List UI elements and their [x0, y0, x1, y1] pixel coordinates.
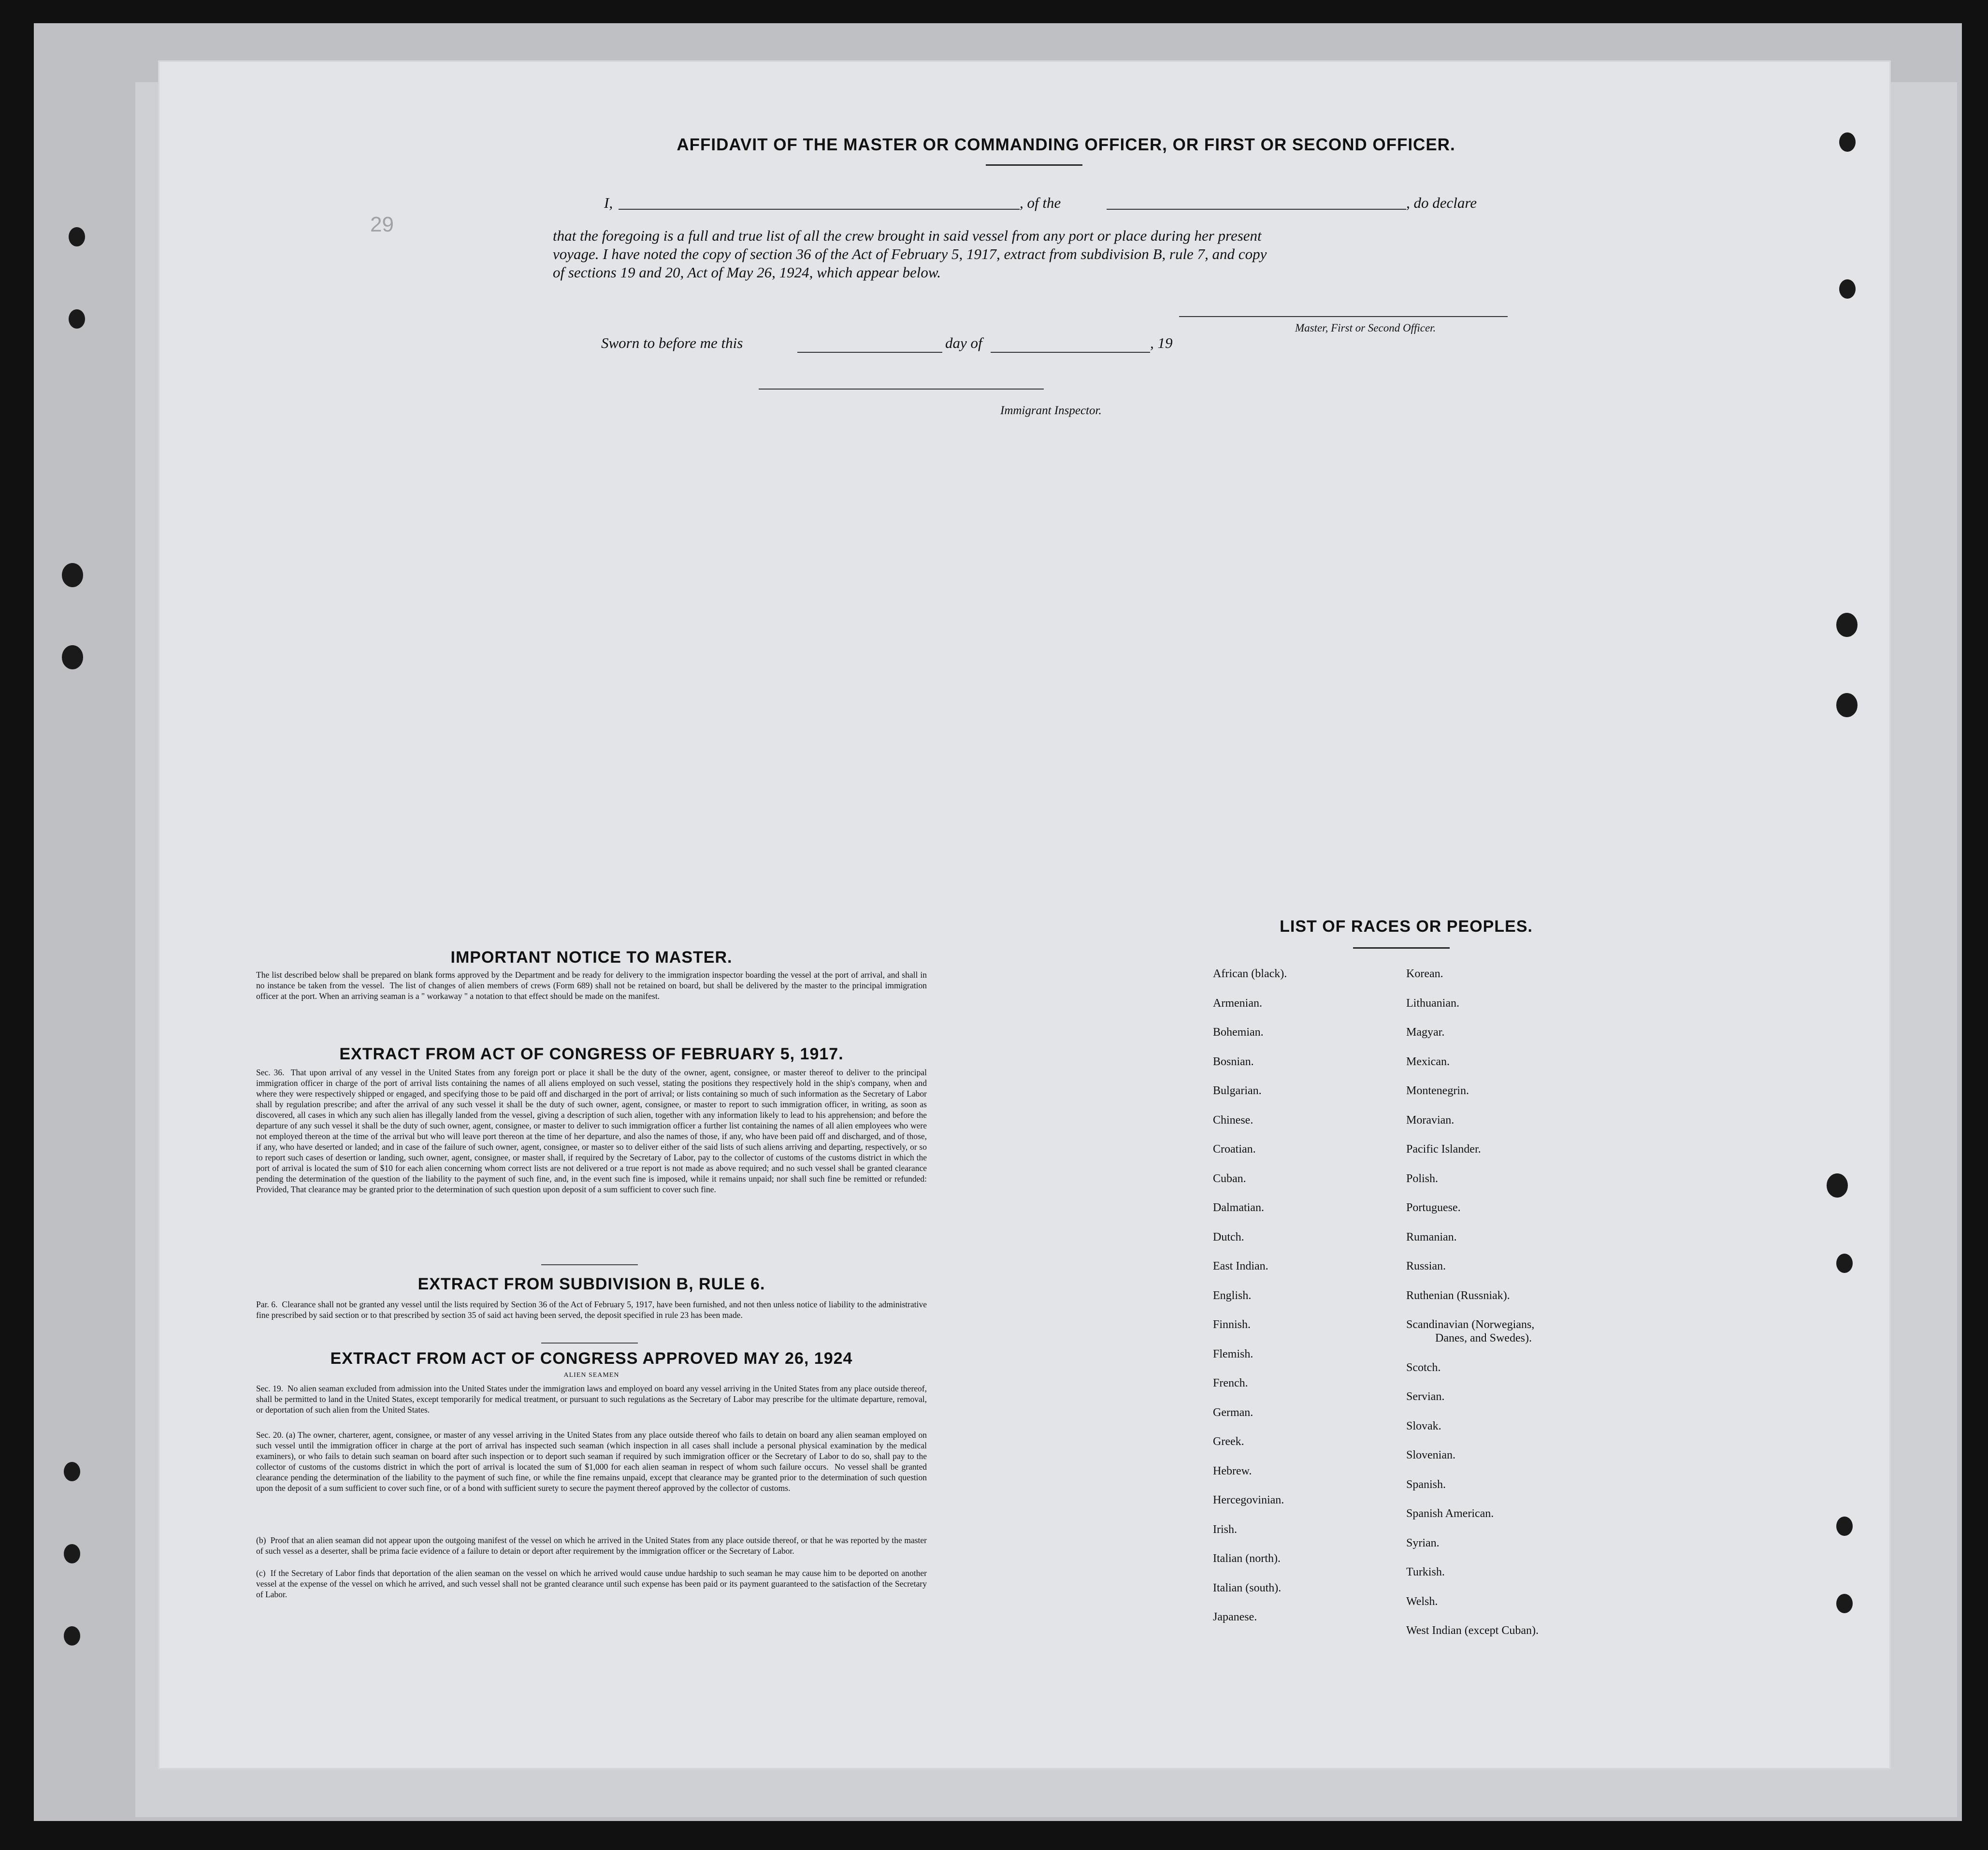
race-item: Lithuanian.	[1406, 997, 1459, 1010]
race-item: Montenegrin.	[1406, 1084, 1469, 1097]
affidavit-i: I,	[604, 194, 613, 211]
affidavit-title: AFFIDAVIT OF THE MASTER OR COMMANDING OFFICER, OR FIRST OR SECOND OFFICER.	[677, 135, 1455, 154]
race-item: Pacific Islander.	[1406, 1143, 1481, 1156]
race-item: Italian (south).	[1213, 1581, 1282, 1594]
sworn-label: Sworn to before me this	[601, 334, 743, 351]
extract-1924-title: EXTRACT FROM ACT OF CONGRESS APPROVED MAY 26, 1924	[330, 1349, 853, 1368]
race-item: Korean.	[1406, 968, 1443, 980]
race-item: Bohemian.	[1213, 1026, 1264, 1039]
section-divider	[541, 1264, 638, 1265]
race-item: Japanese.	[1213, 1611, 1257, 1623]
extract-rule6-title: EXTRACT FROM SUBDIVISION B, RULE 6.	[418, 1275, 765, 1293]
race-item: Spanish.	[1406, 1478, 1446, 1491]
punch-hole	[1839, 279, 1856, 299]
race-item: Flemish.	[1213, 1347, 1253, 1360]
race-item: Hebrew.	[1213, 1464, 1252, 1477]
affidavit-declare: , do declare	[1406, 194, 1477, 211]
race-item: Mexican.	[1406, 1055, 1450, 1068]
race-item: Welsh.	[1406, 1595, 1438, 1608]
affidavit-of-the: , of the	[1020, 194, 1061, 211]
punch-hole	[1836, 1517, 1853, 1536]
race-item: Cuban.	[1213, 1172, 1246, 1185]
race-item: Chinese.	[1213, 1113, 1253, 1127]
race-item: Irish.	[1213, 1523, 1237, 1536]
extract-1924-sec19: Sec. 19. No alien seaman excluded from admission into the United States under the immigration laws and employed on board any vessel arriving in the United States from any place outside thereof, shall be permitted to land in the United States, except temporarily for medical treatment, or pursuant to such regulations as the Secretary of Labor may prescribe for the ultimate departure, removal, or deportation of such alien from the United States.	[256, 1384, 929, 1415]
affidavit-body-3: voyage. I have noted the copy of section 36 of the Act of February 5, 1917, extract from subdivision B, rule 7, and copy	[553, 246, 1267, 262]
race-item: Polish.	[1406, 1172, 1439, 1185]
punch-hole	[1836, 693, 1858, 717]
extract-1917-title: EXTRACT FROM ACT OF CONGRESS OF FEBRUARY 5, 1917.	[339, 1045, 844, 1063]
race-item: Ruthenian (Russniak).	[1406, 1289, 1510, 1302]
section-divider	[541, 1343, 638, 1344]
title-underline	[986, 164, 1082, 166]
extract-1924-subtitle: ALIEN SEAMEN	[563, 1372, 619, 1379]
notice-title: IMPORTANT NOTICE TO MASTER.	[450, 948, 733, 967]
punch-hole	[64, 1544, 80, 1563]
page-number: 29	[370, 213, 394, 236]
punch-hole	[62, 563, 83, 587]
race-item: Syrian.	[1406, 1536, 1440, 1549]
race-item: Bulgarian.	[1213, 1084, 1262, 1097]
punch-hole	[1827, 1173, 1848, 1198]
race-item: Armenian.	[1213, 997, 1262, 1010]
race-item: Dutch.	[1213, 1230, 1244, 1243]
master-caption: Master, First or Second Officer.	[1295, 322, 1436, 334]
race-item: Servian.	[1406, 1390, 1445, 1403]
race-item: African (black).	[1213, 968, 1287, 980]
race-item: Turkish.	[1406, 1566, 1445, 1578]
inspector-caption: Immigrant Inspector.	[1000, 404, 1102, 417]
race-item: Bosnian.	[1213, 1055, 1254, 1068]
inspector-signature-line	[759, 389, 1044, 390]
name-blank	[619, 209, 1020, 210]
race-item: Dalmatian.	[1213, 1201, 1264, 1214]
race-item: Danes, and Swedes).	[1435, 1332, 1532, 1344]
race-item: Russian.	[1406, 1260, 1446, 1272]
extract-1924-sec20c: (c) If the Secretary of Labor finds that deportation of the alien seaman on the vessel on which he arrived would cause undue hardship to such seaman he may cause him to be deported on another vessel at the expense of the vessel on which he arrived, and such vessel shall not be granted clearance until such expense has been paid or its payment guaranteed to the satisfaction of the Secretary of Labor.	[256, 1568, 929, 1599]
extract-rule6-body: Par. 6. Clearance shall not be granted any vessel until the lists required by Section 36 of the Act of February 5, 1917, have been furnished, and not then unless notice of liability to the administrative fine prescribed by said section or to that prescribed by section 35 of said act having been served, the deposit specified in rule 23 has been made.	[256, 1300, 929, 1320]
sworn-day-blank	[797, 352, 942, 353]
punch-hole	[1836, 613, 1858, 637]
punch-hole	[1836, 1594, 1853, 1613]
race-item: West Indian (except Cuban).	[1406, 1624, 1539, 1637]
sworn-month-blank	[991, 352, 1150, 353]
races-title: LIST OF RACES OR PEOPLES.	[1280, 917, 1533, 936]
punch-hole	[64, 1462, 80, 1481]
extract-1924-sec20b: (b) Proof that an alien seaman did not appear upon the outgoing manifest of the vessel on which he arrived in the United States from any place outside thereof, or that he was reported by the master of such vessel as a deserter, shall be prima facie evidence of a failure to detain or deport after requirement by the immigration officer or the Secretary of Labor.	[256, 1535, 929, 1556]
year-label: , 19	[1150, 334, 1173, 351]
punch-hole	[69, 227, 85, 246]
race-item: Greek.	[1213, 1435, 1244, 1448]
race-item: Spanish American.	[1406, 1507, 1494, 1520]
vessel-blank	[1107, 209, 1406, 210]
race-item: Slovenian.	[1406, 1449, 1455, 1461]
extract-1917-body: Sec. 36. That upon arrival of any vessel in the United States from any foreign port or place it shall be the duty of the owner, agent, consignee, or master thereof to deliver to the principal immigration officer in charge of the port of arrival lists containing the names of all aliens employed on such vessel, stating the positions they respectively hold in the ship's company, when and where they were respectively shipped or engaged, and specifying those to be paid off and discharged in the port of arrival; or lists containing so much of such information as the Secretary of Labor shall by regulation prescribe; and after the arrival of any such vessel it shall be the duty of such owner, agent, consignee, or master to report to such immigration officer, in writing, as soon as discovered, all cases in which any such alien has illegally landed from the vessel, giving a description of such alien, together with any information likely to lead to his apprehension; and before the departure of any such vessel it shall be the duty of such owner, agent, consignee, or master to deliver to such immigration officer a further list containing the names of all alien employees who were not employed thereon at the time of the arrival but who will leave port thereon at the time of her departure, and also the names of those, if any, who have been paid off and discharged, and of those, if any, who have deserted or landed; and in case of the failure of such owner, agent, consignee, or master so to deliver either of the said lists of such aliens arriving and departing, respectively, or so to report such cases of desertion or landing, such owner, agent, consignee, or master shall, if required by the Secretary of Labor, pay to the collector of customs of the customs district in which the port of arrival is located the sum of $10 for each alien concerning whom correct lists are not delivered or a true report is not made as above required; and no such vessel shall be granted clearance pending the determination of the question of the liability to the payment of such fine, and, in the event such fine is imposed, while it remains unpaid; nor shall such fine be remitted or refunded: Provided, That clearance may be granted prior to the determination of such question upon deposit of a sum sufficient to cover such fine.	[256, 1068, 929, 1194]
races-underline	[1353, 947, 1450, 949]
master-signature-line	[1179, 316, 1508, 317]
race-item: Hercegovinian.	[1213, 1494, 1284, 1506]
notice-body: The list described below shall be prepared on blank forms approved by the Department and be ready for delivery to the immigration inspector boarding the vessel at the port of arrival, and shall in no instance be taken from the vessel. The list of changes of alien members of crews (Form 689) shall not be retained on board, but shall be delivered by the master to the principal immigration officer at the port. When an arriving seaman is a " workaway " a notation to that effect should be made on the manifest.	[256, 970, 929, 1001]
race-item: Rumanian.	[1406, 1230, 1457, 1243]
race-item: Scotch.	[1406, 1361, 1441, 1374]
punch-hole	[69, 309, 85, 329]
extract-1924-sec20a: Sec. 20. (a) The owner, charterer, agent, consignee, or master of any vessel arriving in the United States from any place outside thereof who fails to detain on board any alien seaman employed on such vessel until the immigration officer in charge at the port of arrival has inspected such seaman (which inspection in all cases shall include a personal physical examination by the medical examiners), or who fails to detain such seaman on board after such inspection or to deport such seaman if required by such immigration officer or the Secretary of Labor to do so, shall pay to the collector of customs of the customs district in which the port of arrival is located the sum of $1,000 for each alien seaman in respect of whom such failure occurs. No vessel shall be granted clearance pending the determination of the liability to the payment of such fine, or while the fine remains unpaid, except that clearance may be granted prior to the determination of such question upon the deposit of a sum sufficient to cover such fine, or of a bond with sufficient surety to secure the payment thereof approved by the collector of customs.	[256, 1430, 929, 1493]
race-item: Croatian.	[1213, 1143, 1256, 1156]
punch-hole	[1836, 1254, 1853, 1273]
race-item: Italian (north).	[1213, 1552, 1281, 1565]
race-item: Scandinavian (Norwegians,	[1406, 1318, 1535, 1331]
race-item: German.	[1213, 1406, 1253, 1419]
race-item: French.	[1213, 1377, 1248, 1389]
punch-hole	[64, 1626, 80, 1646]
race-item: Magyar.	[1406, 1026, 1445, 1039]
race-item: Portuguese.	[1406, 1201, 1461, 1214]
day-of-label: day of	[945, 334, 982, 351]
race-item: East Indian.	[1213, 1260, 1268, 1272]
affidavit-body-2: that the foregoing is a full and true list of all the crew brought in said vessel from any port or place during her present	[553, 227, 1262, 244]
punch-hole	[1839, 132, 1856, 152]
race-item: Slovak.	[1406, 1419, 1441, 1432]
punch-hole	[62, 645, 83, 669]
race-item: Finnish.	[1213, 1318, 1251, 1331]
form-page	[159, 62, 1889, 1768]
affidavit-body-4: of sections 19 and 20, Act of May 26, 1924, which appear below.	[553, 264, 941, 281]
race-item: English.	[1213, 1289, 1252, 1302]
race-item: Moravian.	[1406, 1113, 1455, 1127]
